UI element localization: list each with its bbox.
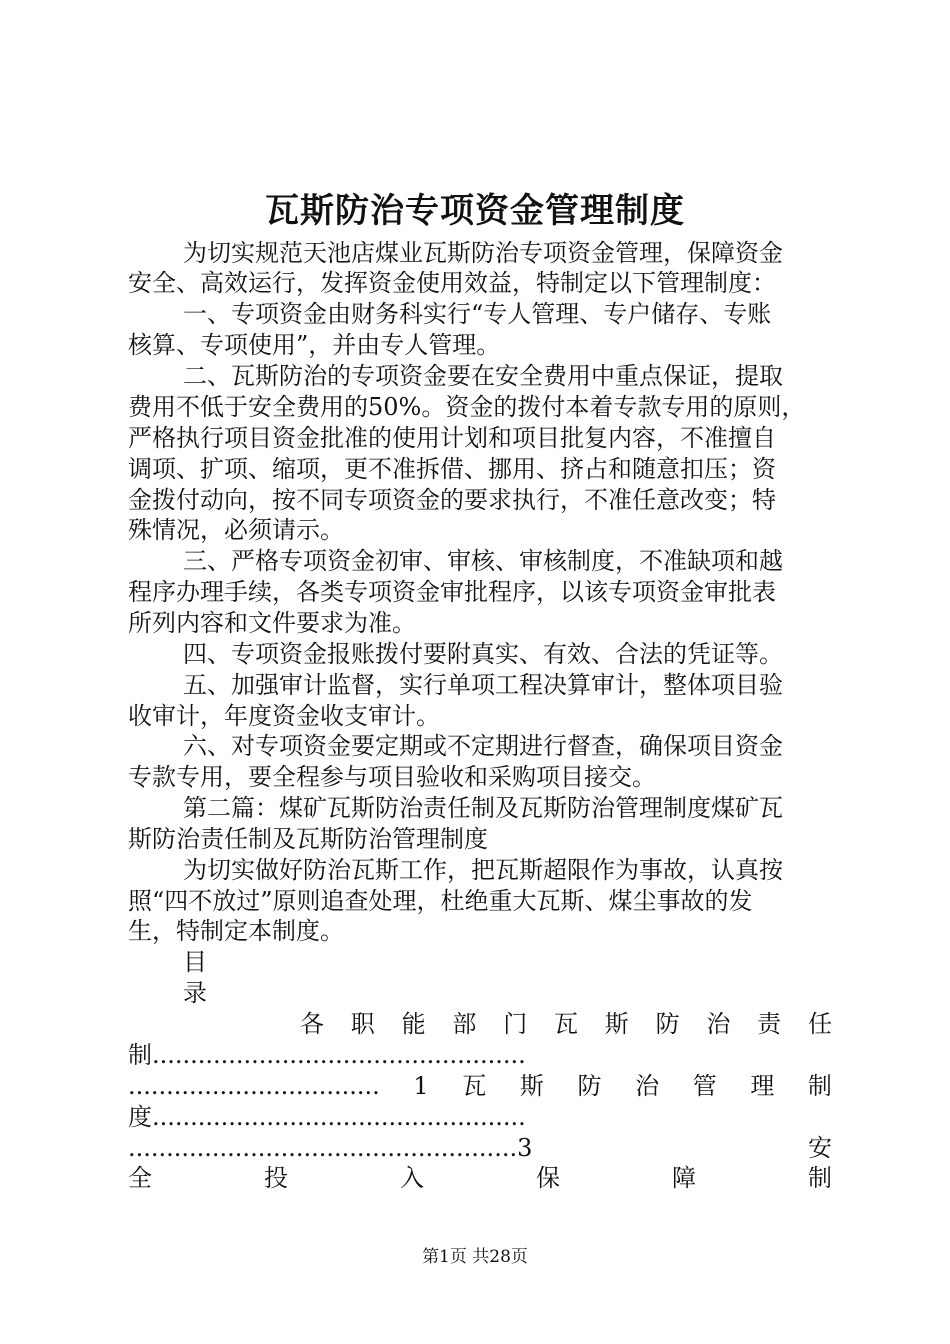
page-indicator: 第1页 共28页	[422, 1247, 528, 1267]
body-line: 核算、专项使用”，并由专人管理。	[128, 331, 501, 359]
body-line: 安全、高效运行，发挥资金使用效益，特制定以下管理制度：	[128, 269, 776, 297]
toc-line: ................................. 1 瓦 斯 防 治 管 理 制	[128, 1072, 832, 1100]
body-line: 专款专用，要全程参与项目验收和采购项目接交。	[128, 763, 656, 791]
body-line: 收审计，年度资金收支审计。	[128, 702, 440, 730]
toc-line: 制.................................................	[128, 1041, 526, 1069]
toc-heading-line: 录	[183, 979, 207, 1007]
body-line: 一、专项资金由财务科实行“专人管理、专户储存、专账	[183, 300, 772, 328]
toc-heading-line: 目	[183, 948, 207, 976]
toc-line: 全 投 入 保 障 制	[128, 1164, 832, 1192]
document-title: 瓦斯防治专项资金管理制度	[265, 191, 685, 231]
toc-line: 度.................................................	[128, 1103, 526, 1131]
body-line: 四、专项资金报账拨付要附真实、有效、合法的凭证等。	[183, 640, 783, 668]
body-line: 严格执行项目资金批准的使用计划和项目批复内容，不准擅自	[128, 424, 776, 452]
body-line: 五、加强审计监督，实行单项工程决算审计，整体项目验	[183, 671, 783, 699]
body-line: 三、严格专项资金初审、审核、审核制度，不准缺项和越	[183, 547, 783, 575]
body-line: 照“四不放过”原则追查处理，杜绝重大瓦斯、煤尘事故的发	[128, 887, 753, 915]
body-line: 程序办理手续，各类专项资金审批程序，以该专项资金审批表	[128, 578, 776, 606]
body-line: 为切实做好防治瓦斯工作，把瓦斯超限作为事故，认真按	[183, 856, 783, 884]
body-line: 为切实规范天池店煤业瓦斯防治专项资金管理，保障资金	[183, 239, 783, 267]
body-line: 金拨付动向，按不同专项资金的要求执行，不准任意改变；特	[128, 486, 776, 514]
body-line: 第二篇：煤矿瓦斯防治责任制及瓦斯防治管理制度煤矿瓦	[183, 794, 783, 822]
body-line: 生，特制定本制度。	[128, 917, 344, 945]
body-line: 费用不低于安全费用的50%。资金的拨付本着专款专用的原则，	[128, 393, 806, 421]
body-line: 斯防治责任制及瓦斯防治管理制度	[128, 825, 488, 853]
toc-line: ...................................................3 安	[128, 1134, 832, 1162]
body-line: 六、对专项资金要定期或不定期进行督查，确保项目资金	[183, 732, 783, 760]
toc-line: 各 职 能 部 门 瓦 斯 防 治 责 任	[300, 1010, 832, 1038]
body-line: 调项、扩项、缩项，更不准拆借、挪用、挤占和随意扣压；资	[128, 455, 776, 483]
body-line: 所列内容和文件要求为准。	[128, 609, 416, 637]
body-line: 殊情况，必须请示。	[128, 516, 344, 544]
body-line: 二、瓦斯防治的专项资金要在安全费用中重点保证，提取	[183, 362, 783, 390]
